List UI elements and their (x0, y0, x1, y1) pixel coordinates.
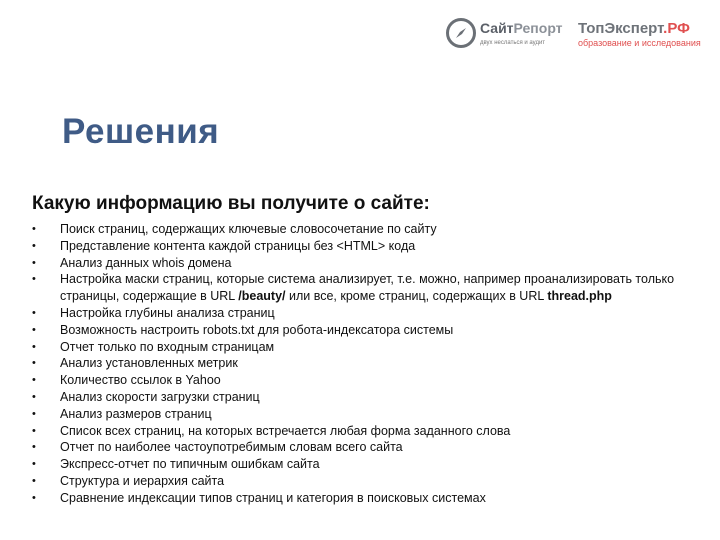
list-item (32, 355, 682, 372)
bullet-icon: • (32, 223, 36, 235)
list-item (32, 423, 682, 440)
list-item-text: Поиск страниц, содержащих ключевые словосочетание по сайту (60, 222, 437, 236)
list-item (32, 439, 682, 456)
bullet-icon: • (32, 390, 36, 403)
compass-icon (446, 18, 476, 48)
list-item (32, 406, 682, 423)
bullet-icon: • (32, 256, 36, 269)
list-item (32, 339, 682, 356)
list-item-text: Структура и иерархия сайта (60, 473, 225, 488)
slide-subtitle: Какую информацию вы получите о сайте: (32, 193, 430, 214)
logo-right-tagline: образование и исследования (578, 38, 701, 48)
bullet-icon: • (32, 239, 36, 252)
logo-left-name: СайтРепорт (480, 20, 563, 36)
bullet-icon: • (32, 407, 36, 420)
list-item-text: Представление контента каждой страницы без <HTML> кода (60, 238, 416, 253)
list-item (32, 305, 682, 322)
logo-right-name: ТопЭксперт.РФ (578, 20, 690, 37)
list-item-text: Анализ установленных метрик (60, 356, 238, 371)
list-item-text: Анализ данных whois домена (60, 255, 232, 270)
list-item (32, 456, 682, 473)
bullet-icon: • (32, 458, 36, 471)
logo-left-tagline: двух неслаться и аудит (480, 40, 546, 46)
list-item-text: Отчет только по входным страницам (60, 339, 275, 354)
list-item (32, 372, 682, 389)
list-item (32, 389, 682, 406)
list-item-text: Экспресс-отчет по типичным ошибкам сайта (60, 457, 320, 472)
bullet-icon: • (32, 374, 36, 387)
bullet-icon: • (32, 273, 36, 286)
list-item-emphasis: /beauty/ (238, 289, 286, 304)
list-item (32, 473, 682, 490)
list-item-text: Анализ размеров страниц (60, 406, 212, 421)
bullet-icon: • (32, 340, 36, 353)
slide-title: Решения (62, 112, 220, 151)
list-item (32, 221, 682, 238)
list-item-text: Анализ скорости загрузки страниц (60, 389, 260, 404)
bullet-icon: • (32, 424, 36, 437)
saitreport-logo (446, 18, 563, 54)
list-item-text: Список всех страниц, на которых встречается любая форма заданного слова (60, 423, 511, 438)
list-item-text: Возможность настроить robots.txt для робота-индексатора системы (60, 322, 454, 337)
topexpert-logo (578, 20, 701, 56)
list-item (32, 255, 682, 272)
bullet-icon: • (32, 491, 36, 504)
list-item (32, 490, 682, 507)
bullet-icon: • (32, 323, 36, 336)
bullet-icon: • (32, 441, 36, 454)
feature-list (32, 221, 682, 507)
list-item-text: Отчет по наиболее частоупотребимым словам всего сайта (60, 440, 403, 455)
list-item (32, 271, 682, 305)
list-item-text: Количество ссылок в Yahoo (60, 373, 221, 388)
header-logos (0, 16, 720, 56)
list-item (32, 238, 682, 255)
list-item-emphasis: thread.php (547, 289, 612, 304)
bullet-icon: • (32, 357, 36, 370)
list-item-text: Сравнение индексации типов страниц и категория в поисковых системах (60, 490, 486, 505)
list-item-text: Настройка маски страниц, которые система анализирует, т.е. можно, например проанализировать только страницы, содержащие в URL (60, 272, 675, 304)
list-item (32, 322, 682, 339)
list-item-text: или все, кроме страниц, содержащих в URL (285, 289, 548, 304)
bullet-icon: • (32, 306, 36, 319)
bullet-icon: • (32, 474, 36, 487)
list-item-text: Настройка глубины анализа страниц (60, 305, 275, 320)
